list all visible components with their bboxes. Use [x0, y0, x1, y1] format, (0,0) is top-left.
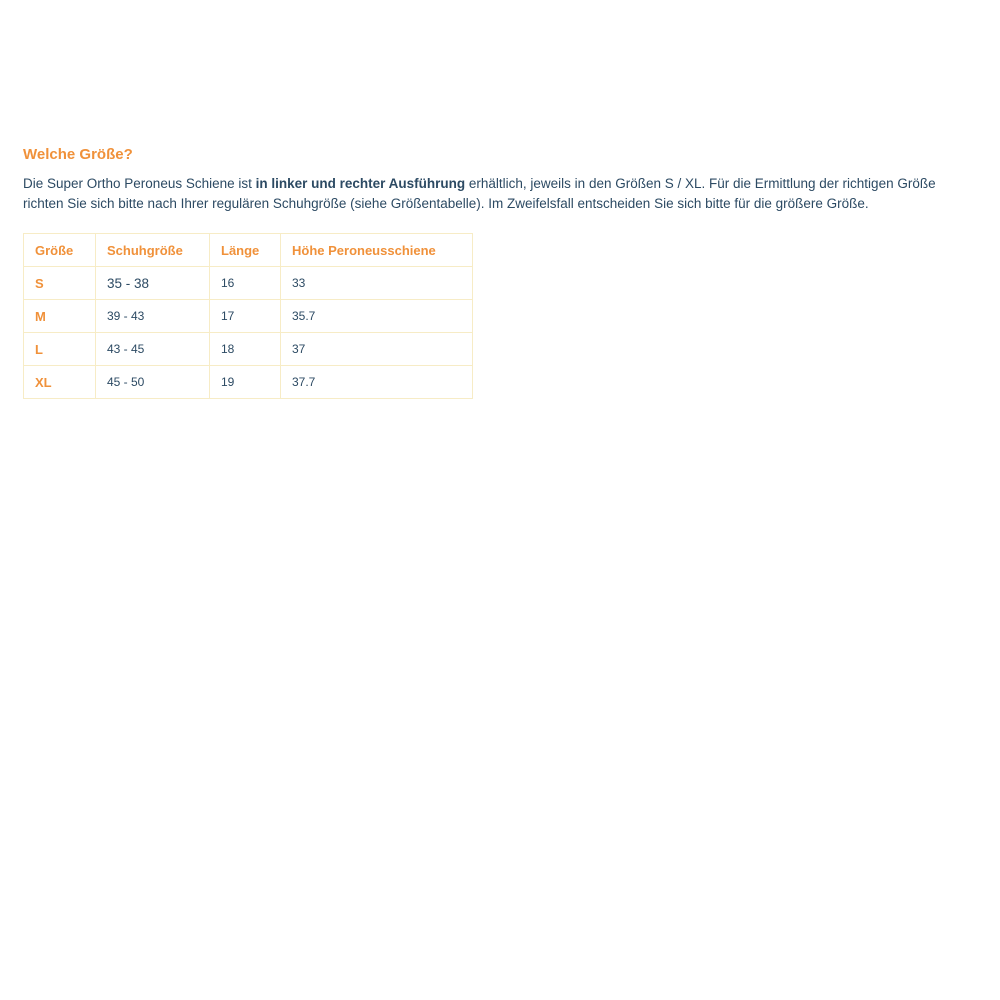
cell-shoe-size: 45 - 50 [96, 366, 210, 399]
header-size: Größe [24, 234, 96, 267]
table-row [24, 267, 473, 300]
cell-size: L [24, 333, 96, 366]
cell-height: 37.7 [281, 366, 473, 399]
section-heading: Welche Größe? [23, 146, 133, 163]
size-table [23, 233, 473, 399]
cell-length: 16 [210, 267, 281, 300]
table-header-row [24, 234, 473, 267]
cell-size: M [24, 300, 96, 333]
cell-size: XL [24, 366, 96, 399]
intro-text-start: Die Super Ortho Peroneus Schiene ist [23, 176, 256, 191]
intro-text-bold: in linker und rechter Ausführung [255, 176, 466, 191]
cell-length: 18 [210, 333, 281, 366]
cell-shoe-size: 35 - 38 [96, 267, 210, 300]
size-guide-section [23, 146, 963, 399]
cell-height: 33 [281, 267, 473, 300]
table-row [24, 366, 473, 399]
header-height: Höhe Peroneusschiene [281, 234, 473, 267]
intro-text-end: erhältlich, jeweils in den Größen S / XL. Für die Ermittlung der richtigen Größe richten Sie sich bitte nach Ihrer regulären Schuhgröße (siehe Größentabelle). Im Zweifelsfall entscheiden Sie sich bitte für die größere Größe. [23, 176, 936, 211]
header-shoe-size: Schuhgröße [96, 234, 210, 267]
cell-shoe-size: 39 - 43 [96, 300, 210, 333]
cell-shoe-size: 43 - 45 [96, 333, 210, 366]
table-row [24, 300, 473, 333]
cell-height: 37 [281, 333, 473, 366]
cell-length: 17 [210, 300, 281, 333]
header-length: Länge [210, 234, 281, 267]
cell-height: 35.7 [281, 300, 473, 333]
intro-paragraph [23, 174, 963, 214]
cell-size: S [24, 267, 96, 300]
table-row [24, 333, 473, 366]
cell-length: 19 [210, 366, 281, 399]
